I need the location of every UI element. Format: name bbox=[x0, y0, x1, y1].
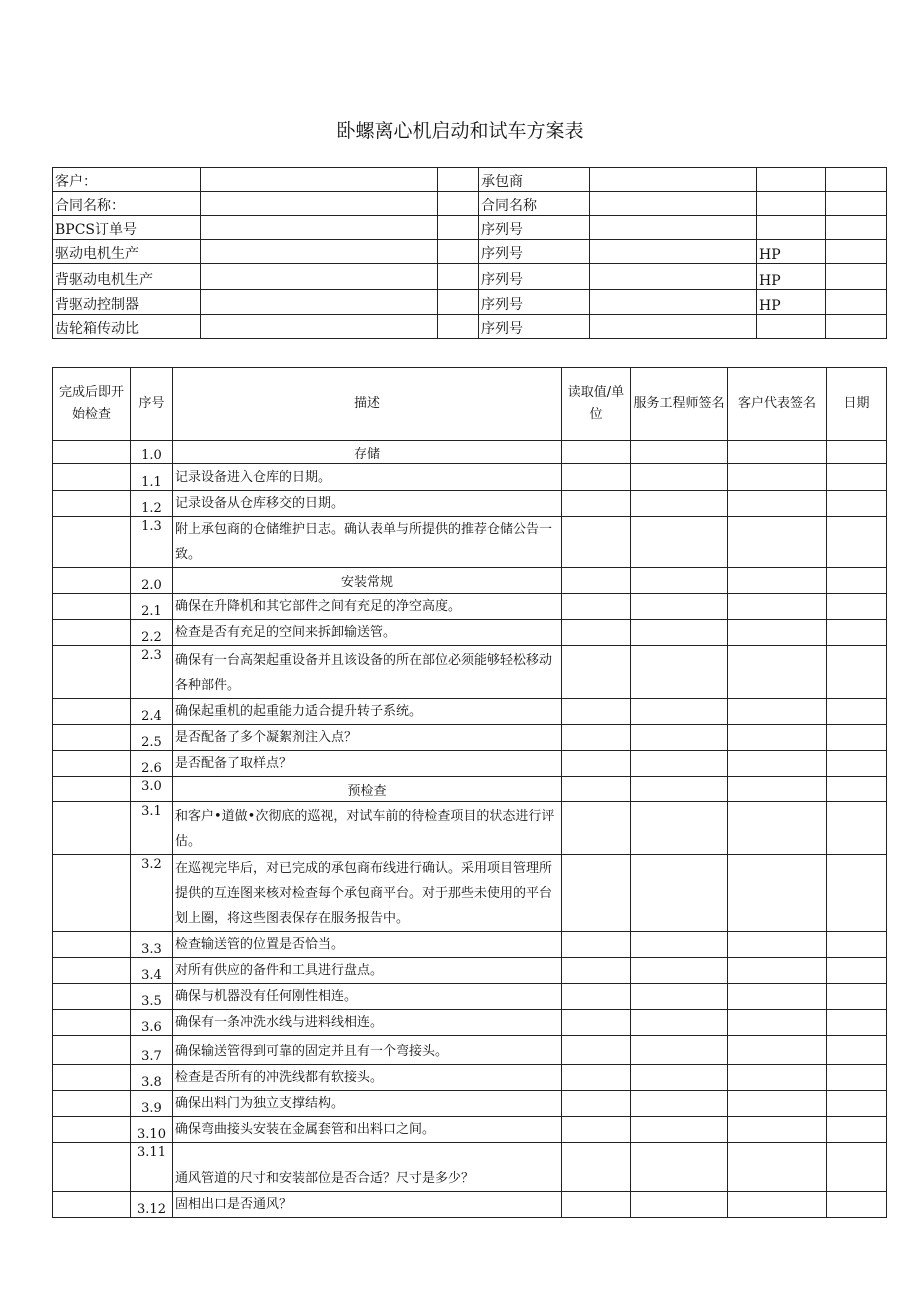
customer-sign-cell[interactable] bbox=[728, 777, 827, 802]
table-row bbox=[53, 958, 887, 984]
row-description: 确保起重机的起重能力适合提升转子系统。 bbox=[173, 699, 562, 725]
table-row bbox=[53, 1010, 887, 1036]
table-row bbox=[53, 620, 887, 646]
customer-sign-cell[interactable] bbox=[728, 1065, 827, 1091]
table-row bbox=[53, 1117, 887, 1143]
contractor-value[interactable] bbox=[590, 168, 757, 192]
row-number: 3.5 bbox=[131, 984, 173, 1010]
check-cell[interactable] bbox=[53, 594, 131, 620]
table-row bbox=[53, 1036, 887, 1065]
customer-sign-cell[interactable] bbox=[728, 1036, 827, 1065]
row-description: 确保有一条冲洗水线与进料线相连。 bbox=[173, 1010, 562, 1036]
row-number: 3.7 bbox=[131, 1036, 173, 1065]
row-description: 是否配备了多个凝絮剂注入点？ bbox=[173, 725, 562, 751]
table-row bbox=[53, 646, 887, 699]
engineer-sign-cell[interactable] bbox=[631, 1010, 728, 1036]
table-row bbox=[53, 517, 887, 568]
customer-sign-cell[interactable] bbox=[728, 441, 827, 464]
serial-label: 序列号 bbox=[479, 290, 590, 315]
reading-cell[interactable] bbox=[562, 620, 631, 646]
row-description: 确保弯曲接头安装在金属套管和出料口之间。 bbox=[173, 1117, 562, 1143]
check-cell[interactable] bbox=[53, 1010, 131, 1036]
date-cell[interactable] bbox=[827, 1065, 887, 1091]
date-cell[interactable] bbox=[827, 855, 887, 932]
reading-cell[interactable] bbox=[562, 699, 631, 725]
reading-cell[interactable] bbox=[562, 568, 631, 594]
date-cell[interactable] bbox=[827, 1036, 887, 1065]
row-description: 通风管道的尺寸和安装部位是否合适？尺寸是多少？ bbox=[173, 1143, 562, 1192]
reading-cell[interactable] bbox=[562, 594, 631, 620]
table-row bbox=[53, 1192, 887, 1218]
customer-sign-cell[interactable] bbox=[728, 984, 827, 1010]
page-title: 卧螺离心机启动和试车方案表 bbox=[336, 120, 584, 142]
reading-cell[interactable] bbox=[562, 491, 631, 517]
reading-cell[interactable] bbox=[562, 646, 631, 699]
customer-sign-cell[interactable] bbox=[728, 517, 827, 568]
table-row bbox=[53, 594, 887, 620]
back-drive-controller-label: 背驱动控制器 bbox=[53, 290, 201, 315]
check-cell[interactable] bbox=[53, 464, 131, 491]
engineer-sign-cell[interactable] bbox=[631, 1192, 728, 1218]
header-reading: 读取值/单位 bbox=[562, 368, 631, 441]
engineer-sign-cell[interactable] bbox=[631, 751, 728, 777]
row-number: 1.3 bbox=[131, 517, 173, 568]
engineer-sign-cell[interactable] bbox=[631, 699, 728, 725]
row-description: 确保输送管得到可靠的固定并且有一个弯接头。 bbox=[173, 1036, 562, 1065]
hp-label: HP bbox=[757, 240, 826, 264]
date-cell[interactable] bbox=[827, 984, 887, 1010]
customer-sign-cell[interactable] bbox=[728, 646, 827, 699]
customer-value[interactable] bbox=[201, 168, 438, 192]
check-cell[interactable] bbox=[53, 1065, 131, 1091]
row-number: 1.2 bbox=[131, 491, 173, 517]
row-description: 确保出料门为独立支撑结构。 bbox=[173, 1091, 562, 1117]
check-cell[interactable] bbox=[53, 932, 131, 958]
row-description: 记录设备从仓库移交的日期。 bbox=[173, 491, 562, 517]
date-cell[interactable] bbox=[827, 646, 887, 699]
header-check: 完成后即开始检查 bbox=[53, 368, 131, 441]
customer-sign-cell[interactable] bbox=[728, 620, 827, 646]
reading-cell[interactable] bbox=[562, 1091, 631, 1117]
date-cell[interactable] bbox=[827, 517, 887, 568]
check-cell[interactable] bbox=[53, 802, 131, 855]
contract-name-value[interactable] bbox=[201, 192, 438, 216]
reading-cell[interactable] bbox=[562, 1143, 631, 1192]
table-row bbox=[53, 1091, 887, 1117]
serial-label: 序列号 bbox=[479, 264, 590, 290]
table-row bbox=[53, 464, 887, 491]
serial-label: 序列号 bbox=[479, 216, 590, 240]
check-cell[interactable] bbox=[53, 491, 131, 517]
date-cell[interactable] bbox=[827, 802, 887, 855]
engineer-sign-cell[interactable] bbox=[631, 855, 728, 932]
date-cell[interactable] bbox=[827, 620, 887, 646]
table-row bbox=[53, 491, 887, 517]
engineer-sign-cell[interactable] bbox=[631, 802, 728, 855]
date-cell[interactable] bbox=[827, 1117, 887, 1143]
row-number: 2.1 bbox=[131, 594, 173, 620]
date-cell[interactable] bbox=[827, 751, 887, 777]
reading-cell[interactable] bbox=[562, 984, 631, 1010]
row-description: 和客户•道做•次彻底的巡视，对试车前的待检查项目的状态进行评估。 bbox=[173, 802, 562, 855]
date-cell[interactable] bbox=[827, 464, 887, 491]
row-description: 是否配备了取样点？ bbox=[173, 751, 562, 777]
date-cell[interactable] bbox=[827, 441, 887, 464]
header-customer: 客户代表签名 bbox=[728, 368, 827, 441]
info-row-gearbox bbox=[53, 315, 887, 339]
row-description: 记录设备进入仓库的日期。 bbox=[173, 464, 562, 491]
hp-label: HP bbox=[757, 264, 826, 290]
customer-sign-cell[interactable] bbox=[728, 1010, 827, 1036]
row-number: 1.1 bbox=[131, 464, 173, 491]
engineer-sign-cell[interactable] bbox=[631, 517, 728, 568]
reading-cell[interactable] bbox=[562, 1192, 631, 1218]
check-cell[interactable] bbox=[53, 1117, 131, 1143]
engineer-sign-cell[interactable] bbox=[631, 491, 728, 517]
reading-cell[interactable] bbox=[562, 725, 631, 751]
check-cell[interactable] bbox=[53, 958, 131, 984]
section-row bbox=[53, 441, 887, 464]
row-description: 确保与机器没有任何刚性相连。 bbox=[173, 984, 562, 1010]
row-number: 3.6 bbox=[131, 1010, 173, 1036]
row-number: 2.0 bbox=[131, 568, 173, 594]
section-title: 安装常规 bbox=[173, 568, 562, 594]
engineer-sign-cell[interactable] bbox=[631, 1065, 728, 1091]
engineer-sign-cell[interactable] bbox=[631, 958, 728, 984]
row-description: 确保有一台高架起重设备并且该设备的所在部位必须能够轻松移动各种部件。 bbox=[173, 646, 562, 699]
date-cell[interactable] bbox=[827, 932, 887, 958]
date-cell[interactable] bbox=[827, 491, 887, 517]
reading-cell[interactable] bbox=[562, 441, 631, 464]
engineer-sign-cell[interactable] bbox=[631, 1091, 728, 1117]
engineer-sign-cell[interactable] bbox=[631, 620, 728, 646]
row-description: 检查是否所有的冲洗线都有软接头。 bbox=[173, 1065, 562, 1091]
info-row-contract bbox=[53, 192, 887, 216]
engineer-sign-cell[interactable] bbox=[631, 594, 728, 620]
check-cell[interactable] bbox=[53, 1091, 131, 1117]
reading-cell[interactable] bbox=[562, 1010, 631, 1036]
row-number: 3.10 bbox=[131, 1117, 173, 1143]
row-description: 检查是否有充足的空间来拆卸输送管。 bbox=[173, 620, 562, 646]
table-row bbox=[53, 751, 887, 777]
reading-cell[interactable] bbox=[562, 1065, 631, 1091]
engineer-sign-cell[interactable] bbox=[631, 1117, 728, 1143]
engineer-sign-cell[interactable] bbox=[631, 1036, 728, 1065]
reading-cell[interactable] bbox=[562, 802, 631, 855]
check-cell[interactable] bbox=[53, 855, 131, 932]
reading-cell[interactable] bbox=[562, 777, 631, 802]
customer-sign-cell[interactable] bbox=[728, 725, 827, 751]
check-cell[interactable] bbox=[53, 984, 131, 1010]
customer-sign-cell[interactable] bbox=[728, 1117, 827, 1143]
drive-motor-label: 驱动电机生产 bbox=[53, 240, 201, 264]
section-title: 存储 bbox=[173, 441, 562, 464]
customer-sign-cell[interactable] bbox=[728, 464, 827, 491]
date-cell[interactable] bbox=[827, 725, 887, 751]
info-row-drive-motor bbox=[53, 240, 887, 264]
serial-label: 序列号 bbox=[479, 315, 590, 339]
customer-sign-cell[interactable] bbox=[728, 1192, 827, 1218]
section-title: 预检查 bbox=[173, 777, 562, 802]
engineer-sign-cell[interactable] bbox=[631, 932, 728, 958]
customer-sign-cell[interactable] bbox=[728, 751, 827, 777]
reading-cell[interactable] bbox=[562, 464, 631, 491]
check-cell[interactable] bbox=[53, 568, 131, 594]
customer-sign-cell[interactable] bbox=[728, 594, 827, 620]
reading-cell[interactable] bbox=[562, 1036, 631, 1065]
table-row bbox=[53, 984, 887, 1010]
row-number: 2.2 bbox=[131, 620, 173, 646]
row-number: 3.12 bbox=[131, 1192, 173, 1218]
header-seq: 序号 bbox=[131, 368, 173, 441]
reading-cell[interactable] bbox=[562, 855, 631, 932]
checklist-table bbox=[52, 367, 887, 1218]
date-cell[interactable] bbox=[827, 777, 887, 802]
table-row bbox=[53, 855, 887, 932]
info-table bbox=[52, 167, 887, 339]
reading-cell[interactable] bbox=[562, 1117, 631, 1143]
row-description: 检查输送管的位置是否恰当。 bbox=[173, 932, 562, 958]
row-number: 3.9 bbox=[131, 1091, 173, 1117]
reading-cell[interactable] bbox=[562, 958, 631, 984]
table-row bbox=[53, 932, 887, 958]
header-desc: 描述 bbox=[173, 368, 562, 441]
customer-sign-cell[interactable] bbox=[728, 491, 827, 517]
table-row bbox=[53, 802, 887, 855]
reading-cell[interactable] bbox=[562, 517, 631, 568]
customer-sign-cell[interactable] bbox=[728, 802, 827, 855]
row-number: 3.2 bbox=[131, 855, 173, 932]
row-description: 在巡视完毕后，对已完成的承包商布线进行确认。采用项目管理所提供的互连图来核对检查每个承包商平台。对于那些未使用的平台划上圈，将这些图表保存在服务报告中。 bbox=[173, 855, 562, 932]
row-number: 3.1 bbox=[131, 802, 173, 855]
section-row bbox=[53, 777, 887, 802]
contractor-label: 承包商 bbox=[479, 168, 590, 192]
customer-sign-cell[interactable] bbox=[728, 568, 827, 594]
row-description: 对所有供应的备件和工具进行盘点。 bbox=[173, 958, 562, 984]
date-cell[interactable] bbox=[827, 1143, 887, 1192]
row-description: 附上承包商的仓储维护日志。确认表单与所提供的推荐仓储公告一致。 bbox=[173, 517, 562, 568]
date-cell[interactable] bbox=[827, 1091, 887, 1117]
order-number-label: BPCS订单号 bbox=[53, 216, 201, 240]
engineer-sign-cell[interactable] bbox=[631, 441, 728, 464]
check-cell[interactable] bbox=[53, 441, 131, 464]
customer-sign-cell[interactable] bbox=[728, 932, 827, 958]
check-cell[interactable] bbox=[53, 751, 131, 777]
row-number: 2.4 bbox=[131, 699, 173, 725]
engineer-sign-cell[interactable] bbox=[631, 777, 728, 802]
back-drive-motor-label: 背驱动电机生产 bbox=[53, 264, 201, 290]
serial-label: 序列号 bbox=[479, 240, 590, 264]
info-row-order bbox=[53, 216, 887, 240]
check-cell[interactable] bbox=[53, 517, 131, 568]
date-cell[interactable] bbox=[827, 958, 887, 984]
gearbox-ratio-label: 齿轮箱传动比 bbox=[53, 315, 201, 339]
customer-sign-cell[interactable] bbox=[728, 1091, 827, 1117]
date-cell[interactable] bbox=[827, 1192, 887, 1218]
check-cell[interactable] bbox=[53, 699, 131, 725]
row-description: 固相出口是否通风？ bbox=[173, 1192, 562, 1218]
customer-sign-cell[interactable] bbox=[728, 958, 827, 984]
row-number: 2.5 bbox=[131, 725, 173, 751]
customer-sign-cell[interactable] bbox=[728, 699, 827, 725]
engineer-sign-cell[interactable] bbox=[631, 1143, 728, 1192]
section-row bbox=[53, 568, 887, 594]
check-cell[interactable] bbox=[53, 1192, 131, 1218]
reading-cell[interactable] bbox=[562, 932, 631, 958]
row-number: 3.8 bbox=[131, 1065, 173, 1091]
order-number-value[interactable] bbox=[201, 216, 438, 240]
header-date: 日期 bbox=[827, 368, 887, 441]
table-row bbox=[53, 699, 887, 725]
contract-name-label: 合同名称： bbox=[53, 192, 201, 216]
row-number: 3.11 bbox=[131, 1143, 173, 1192]
check-cell[interactable] bbox=[53, 725, 131, 751]
contract-name-label-2: 合同名称 bbox=[479, 192, 590, 216]
info-row-back-drive-controller bbox=[53, 290, 887, 315]
table-row bbox=[53, 1065, 887, 1091]
date-cell[interactable] bbox=[827, 1010, 887, 1036]
engineer-sign-cell[interactable] bbox=[631, 464, 728, 491]
row-number: 3.4 bbox=[131, 958, 173, 984]
engineer-sign-cell[interactable] bbox=[631, 568, 728, 594]
check-cell[interactable] bbox=[53, 777, 131, 802]
row-number: 1.0 bbox=[131, 441, 173, 464]
check-cell[interactable] bbox=[53, 1036, 131, 1065]
info-row-customer bbox=[53, 168, 887, 192]
table-row bbox=[53, 725, 887, 751]
row-number: 2.3 bbox=[131, 646, 173, 699]
header-engineer: 服务工程师签名 bbox=[631, 368, 728, 441]
date-cell[interactable] bbox=[827, 568, 887, 594]
row-description: 确保在升降机和其它部件之间有充足的净空高度。 bbox=[173, 594, 562, 620]
row-number: 3.3 bbox=[131, 932, 173, 958]
check-cell[interactable] bbox=[53, 646, 131, 699]
engineer-sign-cell[interactable] bbox=[631, 725, 728, 751]
customer-label: 客户： bbox=[53, 168, 201, 192]
check-cell[interactable] bbox=[53, 1143, 131, 1192]
date-cell[interactable] bbox=[827, 699, 887, 725]
table-row bbox=[53, 1143, 887, 1192]
check-cell[interactable] bbox=[53, 620, 131, 646]
checklist-header bbox=[53, 368, 887, 441]
row-number: 3.0 bbox=[131, 777, 173, 802]
engineer-sign-cell[interactable] bbox=[631, 646, 728, 699]
engineer-sign-cell[interactable] bbox=[631, 984, 728, 1010]
date-cell[interactable] bbox=[827, 594, 887, 620]
row-number: 2.6 bbox=[131, 751, 173, 777]
info-row-back-drive-motor bbox=[53, 264, 887, 290]
customer-sign-cell[interactable] bbox=[728, 855, 827, 932]
hp-label: HP bbox=[757, 290, 826, 315]
reading-cell[interactable] bbox=[562, 751, 631, 777]
customer-sign-cell[interactable] bbox=[728, 1143, 827, 1192]
